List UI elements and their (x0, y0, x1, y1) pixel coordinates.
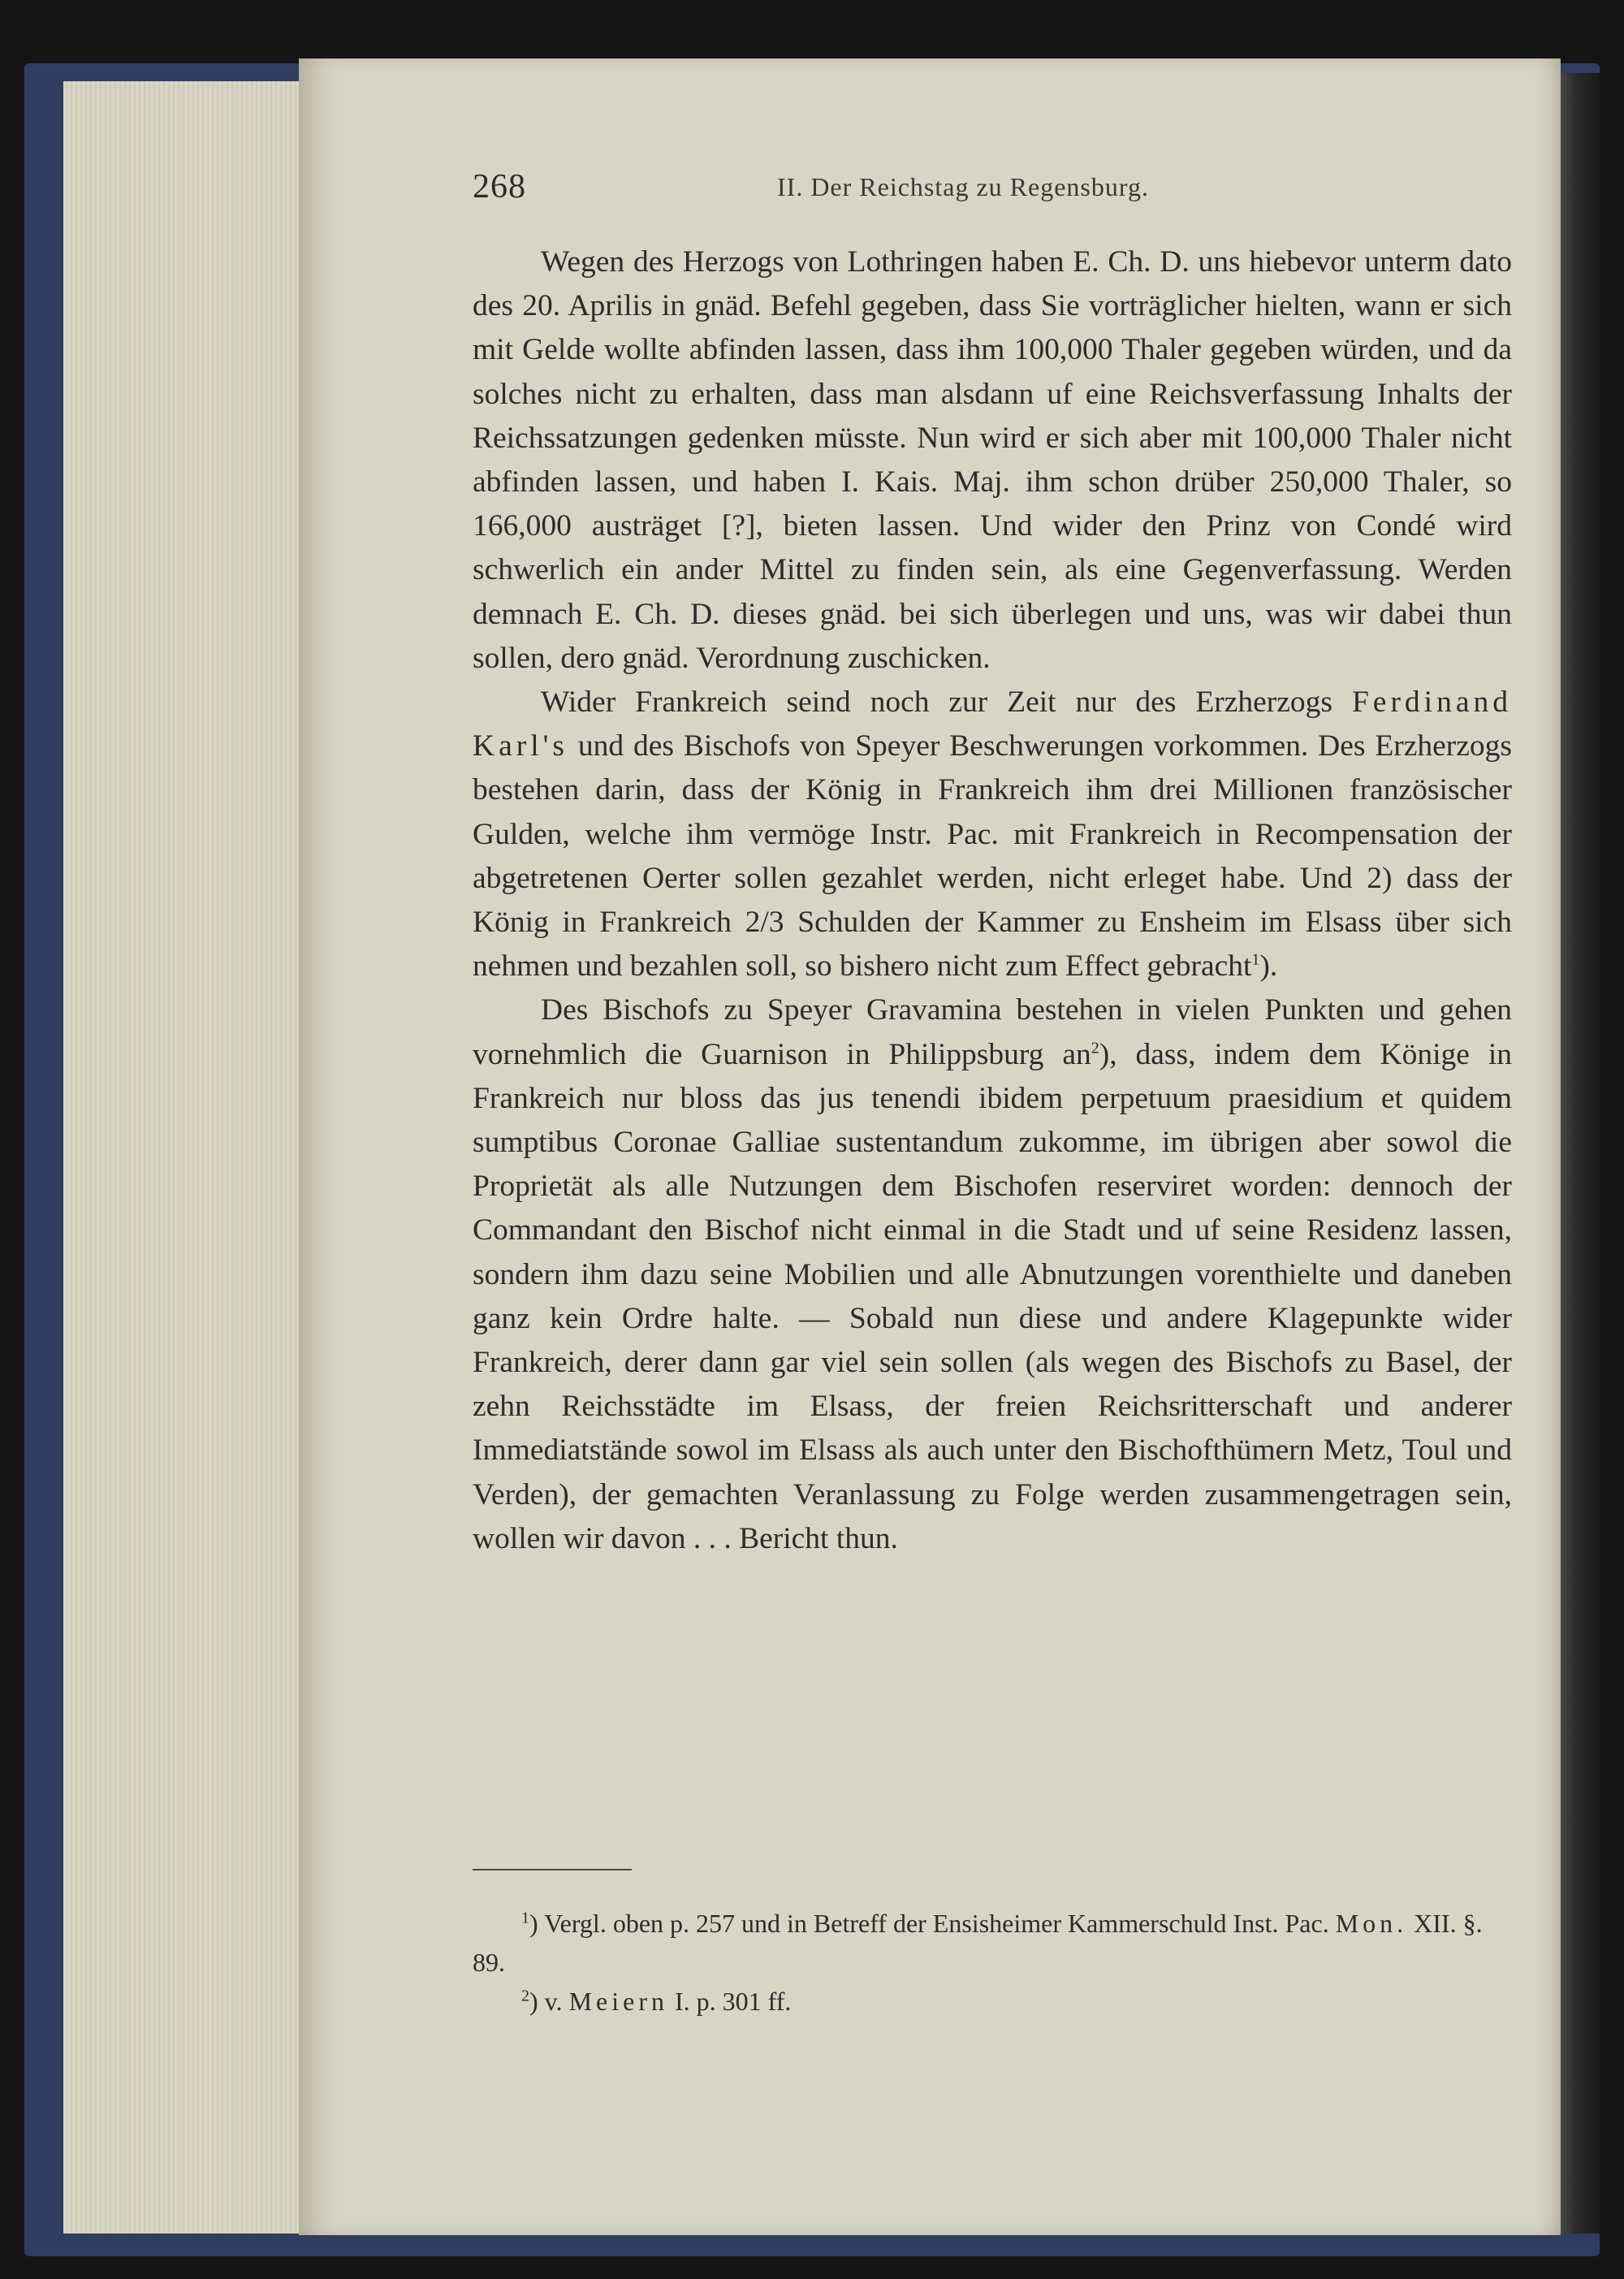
footnote-1-mark: 1 (521, 1909, 529, 1927)
footnote-2-text-c: I. p. 301 ff. (667, 1987, 792, 2016)
paragraph-2-text-a: Wider Frankreich seind noch zur Zeit nur des Erzherzogs (541, 685, 1352, 720)
footnote-ref-1: 1 (1251, 950, 1260, 969)
paragraph-3 (473, 988, 1512, 1561)
paragraph-3-text-a: Des Bischofs zu Speyer Gravamina bestehen in vielen Punkten und gehen vornehmlich die Guarnison in Philippsburg an (473, 993, 1512, 1071)
page-header (473, 167, 1512, 216)
paragraph-2-name: Ferdinand Karl's (473, 685, 1512, 763)
right-cover-edge (1561, 73, 1600, 2234)
page-number: 268 (473, 168, 526, 205)
footnote-1-text-b: Mon. (1335, 1909, 1408, 1938)
footnote-rule (473, 1869, 632, 1870)
paragraph-3-text-b: ), dass, indem dem Könige in Frankreich nur bloss das jus tenendi ibidem perpetuum praesidium et quidem sumptibus Coronae Galliae sustentandum zukomme, im übrigen aber sowol die Proprietät als alle Nutzungen dem Bischofen reserviret worden: dennoch der Commandant den Bischof nicht einmal in die Stadt und uf seine Residenz lassen, sondern ihm dazu seine Mobilien und alle Abnutzungen vorenthielte und daneben ganz kein Ordre halte. — Sobald nun diese und andere Klagepunkte wider Frankreich, derer dann gar viel sein sollen (als wegen des Bischofs zu Basel, der zehn Reichsstädte im Elsass, der freien Reichsritterschaft und anderer Immediatstände sowol im Elsass als auch unter den Bischofthümern Metz, Toul und Verden), der gemachten Veranlassung zu Folge werden zusammengetragen sein, wollen wir davon . . . Bericht thun. (473, 1037, 1512, 1555)
footnote-2-text-b: Meiern (568, 1987, 668, 2016)
paragraph-1: Wegen des Herzogs von Lothringen haben E. Ch. D. uns hiebevor unterm dato des 20. Aprilis in gnäd. Befehl gegeben, dass Sie vorträglicher hielten, wann er sich mit Gelde wollte abfinden lassen, dass ihm 100,000 Thaler gegeben würden, und da solches nicht zu erhalten, dass man alsdann uf eine Reichsverfassung Inhalts der Reichssatzungen gedenken müsste. Nun wird er sich aber mit 100,000 Thaler nicht abfinden lassen, und haben I. Kais. Maj. ihm schon drüber 250,000 Thaler, so 166,000 austräget [?], bieten lassen. Und wider den Prinz von Condé wird schwerlich ein ander Mittel zu finden sein, als eine Gegenverfassung. Werden demnach E. Ch. D. dieses gnäd. bei sich überlegen und uns, was wir dabei thun sollen, dero gnäd. Verordnung zuschicken. (473, 245, 1512, 675)
fraction: 2/3 (745, 906, 784, 940)
footnote-1-text-c: XII. §. 89. (473, 1909, 1483, 1977)
page-edges (63, 81, 299, 2234)
footnote-2-mark: 2 (521, 1987, 529, 2005)
footnote-1-text-a: ) Vergl. oben p. 257 und in Betreff der Ensisheimer Kammerschuld Inst. Pac. (529, 1909, 1336, 1938)
footnote-1 (473, 1904, 1512, 1982)
paragraph-2 (473, 681, 1512, 988)
paragraph-2-text-e: ). (1259, 949, 1278, 984)
running-title: II. Der Reichstag zu Regensburg. (777, 172, 1149, 201)
paragraph-2-text-c: und des Bischofs von Speyer Beschwerungen vorkommen. Des Erzherzogs bestehen darin, dass der König in Frankreich ihm drei Millionen französischer Gulden, welche ihm vermöge Instr. Pac. mit Frankreich in Recompensation der abgetretenen Oerter sollen gezahlet werden, nicht erleget habe. Und 2) dass der König in Frankreich (473, 729, 1512, 940)
footnote-2-text-a: ) v. (529, 1987, 569, 2016)
footnotes (473, 1904, 1512, 2021)
paragraph-2-text-d: Schulden der Kammer zu Ensheim im Elsass über sich nehmen und bezahlen soll, so bishero nicht zum Effect gebracht (473, 906, 1512, 984)
footnote-2 (473, 1982, 1512, 2021)
page-body (473, 240, 1512, 1561)
footnote-ref-2: 2 (1091, 1039, 1099, 1057)
